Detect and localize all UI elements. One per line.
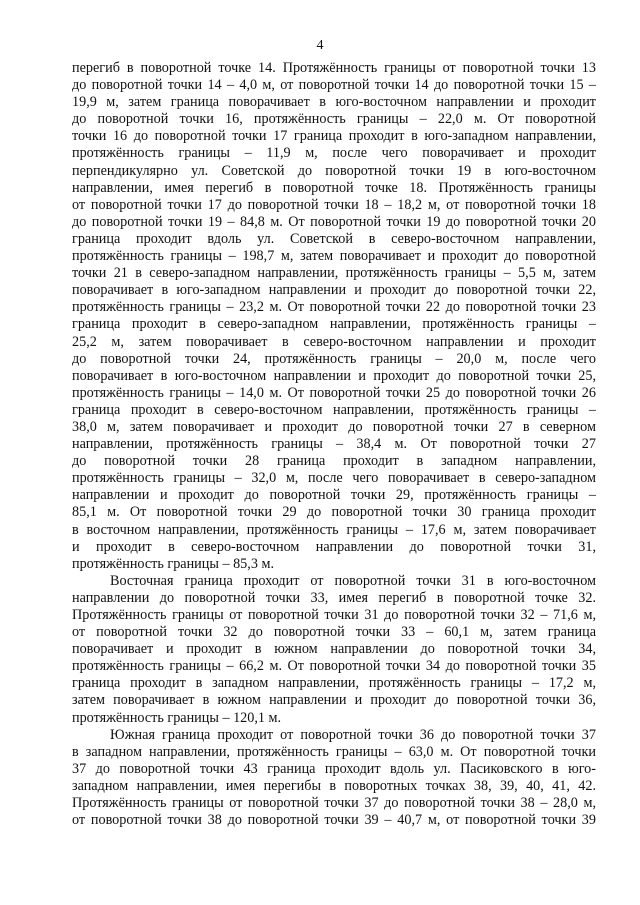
text-line: протяжённость границы – 85,3 м. <box>72 555 274 572</box>
text-line: 85,1 м. От поворотной точки 29 до поворотной точки 30 граница проходит <box>72 504 596 521</box>
text-line: 19,9 м, затем граница поворачивает в юго-восточном направлении и проходит <box>72 94 596 111</box>
text-line: 38,0 м, затем поворачивает и проходит до поворотной точки 27 в северном <box>72 418 596 435</box>
document-body <box>72 60 596 829</box>
text-line: граница проходит в северо-восточном направлении, протяжённость границы – <box>72 401 596 418</box>
text-line: до поворотной точки 24, протяжённость границы – 20,0 м, после чего <box>72 350 596 367</box>
text-line: перпендикулярно ул. Советской до поворотной точки 19 в юго-восточном <box>72 162 596 179</box>
text-line: Южная граница проходит от поворотной точки 36 до поворотной точки 37 <box>110 726 596 743</box>
text-line: Восточная граница проходит от поворотной точки 31 в юго-восточном <box>110 572 596 589</box>
text-line: затем поворачивает в южном направлении и проходит до поворотной точки 36, <box>72 692 596 709</box>
text-line: в западном направлении, протяжённость границы – 63,0 м. От поворотной точки <box>72 743 596 760</box>
text-line: направлении до поворотной точки 33, имея перегиб в поворотной точке 32. <box>72 589 596 606</box>
text-line: до поворотной точки 14 – 4,0 м, от поворотной точки 14 до поворотной точки 15 – <box>72 77 596 94</box>
text-line: и проходит в северо-восточном направлении до поворотной точки 31, <box>72 538 596 555</box>
text-line: от поворотной точки 17 до поворотной точки 18 – 18,2 м, от поворотной точки 18 <box>72 196 596 213</box>
text-line: граница проходит в западном направлении, протяжённость границы – 17,2 м, <box>72 675 596 692</box>
text-line: протяжённость границы – 14,0 м. От поворотной точки 25 до поворотной точки 26 <box>72 384 596 401</box>
text-line: направлении и проходит до поворотной точки 29, протяжённость границы – <box>72 487 596 504</box>
text-line: протяжённость границы – 11,9 м, после чего поворачивает и проходит <box>72 145 596 162</box>
text-line: протяжённость границы – 120,1 м. <box>72 709 282 726</box>
paragraph-boundary-north-west <box>72 60 596 573</box>
text-line: перегиб в поворотной точке 14. Протяжённость границы от поворотной точки 13 <box>72 60 596 76</box>
text-line: направлении, протяжённость границы – 38,4 м. От поворотной точки 27 <box>72 436 596 453</box>
text-line: протяжённость границы – 32,0 м, после чего поворачивает в северо-западном <box>72 470 596 487</box>
text-line: до поворотной точки 16, протяжённость границы – 22,0 м. От поворотной <box>72 111 596 128</box>
text-line: протяжённость границы – 66,2 м. От поворотной точки 34 до поворотной точки 35 <box>72 658 596 675</box>
text-line: до поворотной точки 19 – 84,8 м. От поворотной точки 19 до поворотной точки 20 <box>72 213 596 230</box>
text-line: протяжённость границы – 198,7 м, затем поворачивает и проходит до поворотной <box>72 248 596 265</box>
text-line: 37 до поворотной точки 43 граница проходит вдоль ул. Пасиковского в юго- <box>72 760 596 777</box>
text-line: поворачивает и проходит в южном направлении до поворотной точки 34, <box>72 641 596 658</box>
text-line: до поворотной точки 28 граница проходит в западном направлении, <box>72 453 596 470</box>
text-line: Протяжённость границы от поворотной точки 37 до поворотной точки 38 – 28,0 м, <box>72 795 596 812</box>
text-line: точки 16 до поворотной точки 17 граница проходит в юго-западном направлении, <box>72 128 596 145</box>
text-line: от поворотной точки 38 до поворотной точки 39 – 40,7 м, от поворотной точки 39 <box>72 812 596 829</box>
paragraph-boundary-east <box>72 573 596 727</box>
paragraph-boundary-south <box>72 727 596 830</box>
text-line: Протяжённость границы от поворотной точки 31 до поворотной точки 32 – 71,6 м, <box>72 607 596 623</box>
text-line: от поворотной точки 32 до поворотной точки 33 – 60,1 м, затем граница <box>72 624 596 641</box>
text-line: западном направлении, имея перегибы в поворотных точках 38, 39, 40, 41, 42. <box>72 777 596 794</box>
text-line: поворачивает в юго-восточном направлении и проходит до поворотной точки 25, <box>72 367 596 384</box>
text-line: точки 21 в северо-западном направлении, протяжённость границы – 5,5 м, затем <box>72 265 596 282</box>
page-number: 4 <box>316 38 324 53</box>
text-line: 25,2 м, затем поворачивает в северо-восточном направлении и проходит <box>72 333 596 350</box>
text-line: протяжённость границы – 23,2 м. От поворотной точки 22 до поворотной точки 23 <box>72 299 596 316</box>
text-line: поворачивает в юго-западном направлении и проходит до поворотной точки 22, <box>72 282 596 299</box>
text-line: направлении, имея перегиб в поворотной точке 18. Протяжённость границы <box>72 179 596 196</box>
text-line: граница проходит вдоль ул. Советской в северо-восточном направлении, <box>72 230 596 247</box>
text-line: граница проходит в северо-западном направлении, протяжённость границы – <box>72 316 596 333</box>
text-line: в восточном направлении, протяжённость границы – 17,6 м, затем поворачивает <box>72 521 596 538</box>
